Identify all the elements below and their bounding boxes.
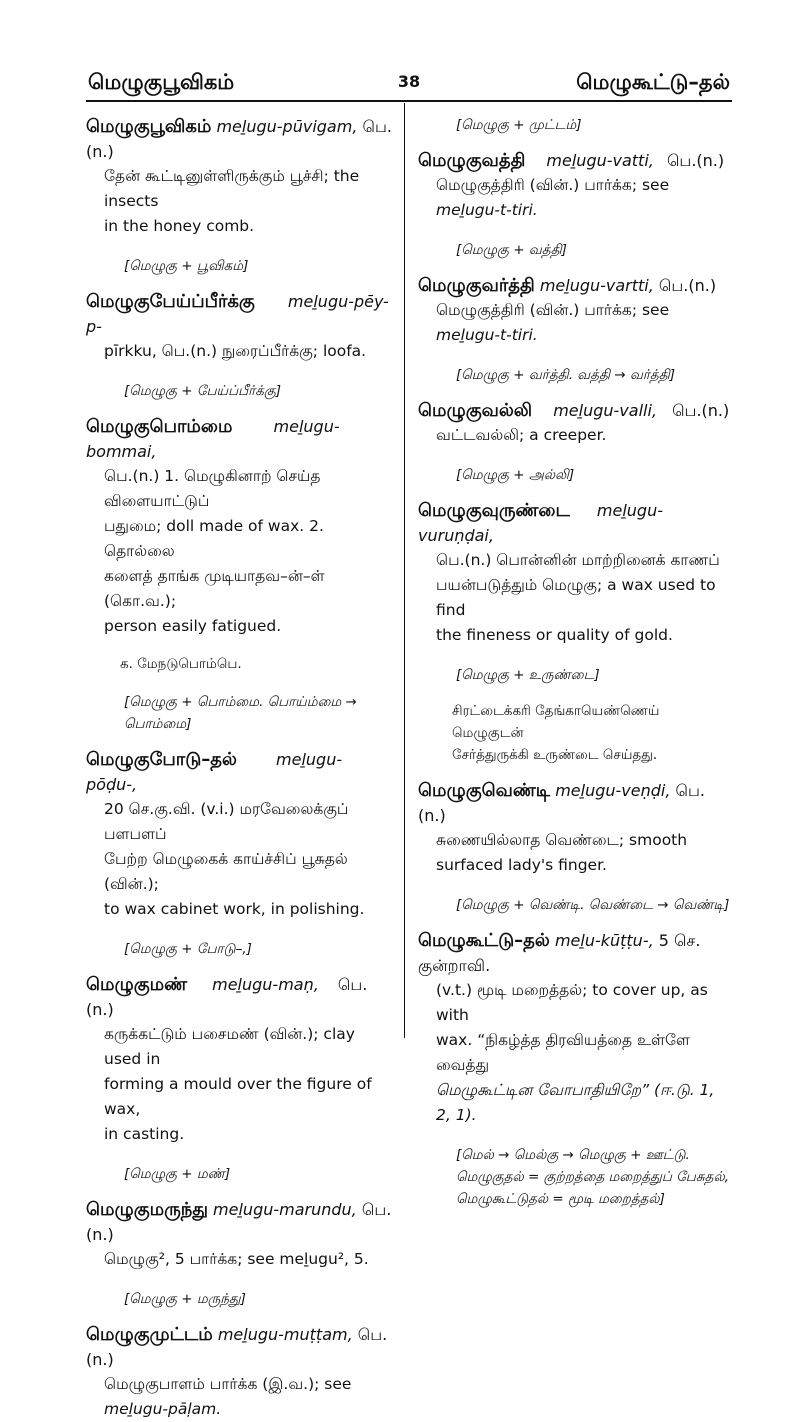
definition-line: person easily fatigued.: [104, 617, 282, 635]
definition-line: மெழுகூட்டின வோபாதியிறே” (ஈ.டு. 1, 2, 1).: [436, 1081, 715, 1124]
etymology: [மெல் → மெல்கு → மெழுகு + ஊட்டு.: [456, 1147, 690, 1163]
headword: மெழுகுவெண்டி: [418, 780, 551, 801]
definition-line: பயன்படுத்தும் மெழுகு; a wax used to find: [436, 576, 716, 619]
entry: [86, 1197, 392, 1310]
quotation: சேர்த்துருக்கி உருண்டை செய்தது.: [452, 747, 658, 763]
entry: [86, 289, 392, 402]
header-left-guideword: மெழுகுபூவிகம்: [88, 70, 235, 94]
etymology: [மெழுகு + அல்லி]: [456, 467, 575, 483]
definition-line: in casting.: [104, 1125, 185, 1143]
definition-line: மெழுகுபாளம் பார்க்க (இ.வ.); see: [104, 1375, 352, 1393]
part-of-speech: பெ.(n.): [672, 401, 730, 420]
entry: [418, 928, 730, 1210]
etymology: [மெழுகு + முட்டம்]: [456, 117, 582, 133]
entry: [86, 114, 392, 277]
headword: மெழுகுமுட்டம்: [86, 1324, 213, 1345]
page-header: [88, 70, 730, 98]
definition-line: மெழுகுத்திரி (வின்.) பார்க்க; see: [436, 301, 670, 319]
headword: மெழுகுமருந்து: [86, 1199, 208, 1220]
entry: [86, 1322, 392, 1422]
part-of-speech: பெ.(n.): [86, 975, 368, 1019]
part-of-speech: பெ.(n.): [418, 781, 705, 825]
transliteration: meḻugu-veṇḍi,: [555, 781, 671, 800]
etymology: [மெழுகு + வர்த்தி. வத்தி → வர்த்தி]: [456, 367, 676, 383]
etymology: [மெழுகு + வெண்டி. வெண்டை → வெண்டி]: [456, 897, 730, 913]
headword: மெழுகூட்டு–தல்: [418, 930, 550, 951]
transliteration: meḻugu-vartti,: [539, 276, 654, 295]
etymology: பொம்மை]: [124, 716, 192, 732]
column-divider: [404, 103, 405, 1038]
definition-line: meḻugu-t-tiri.: [436, 201, 538, 219]
definition-line: கருக்கட்டும் பசைமண் (வின்.); clay used in: [104, 1025, 355, 1068]
etymology: [மெழுகு + பேய்ப்பீர்க்கு]: [124, 383, 282, 399]
part-of-speech: பெ.(n.): [666, 151, 725, 170]
transliteration: meḻugu-maṇ,: [212, 975, 319, 994]
etymology: [மெழுகு + போடு–,]: [124, 941, 252, 957]
transliteration: meḻugu-pōḍu-,: [86, 750, 343, 794]
definition-line: பெ.(n.) 1. மெழுகினாற் செய்த விளையாட்டுப்: [104, 467, 321, 510]
definition-line: பதுமை; doll made of wax. 2. தொல்லை: [104, 517, 324, 560]
etymology: [மெழுகு + வத்தி]: [456, 242, 567, 258]
right-column: [418, 108, 730, 1222]
definition-line: meḻugu-t-tiri.: [436, 326, 538, 344]
definition-line: மெழுகுத்திரி (வின்.) பார்க்க; see: [436, 176, 670, 194]
header-right-guideword: மெழுகூட்டு–தல்: [576, 70, 730, 94]
header-rule: [86, 100, 732, 102]
definition-line: to wax cabinet work, in polishing.: [104, 900, 365, 918]
transliteration: meḻugu-pēy-p-: [86, 292, 389, 336]
left-column: [86, 108, 392, 1422]
definition-line: வட்டவல்லி; a creeper.: [436, 426, 607, 444]
headword: மெழுகுமண்: [86, 974, 188, 995]
part-of-speech: பெ.(n.): [86, 117, 392, 161]
entry: [418, 398, 730, 486]
headword: மெழுகுபேய்ப்பீர்க்கு: [86, 291, 255, 312]
part-of-speech: 5 செ. குன்றாவி.: [418, 931, 701, 975]
headword: மெழுகுபொம்மை: [86, 416, 233, 437]
transliteration: meḻugu-marundu,: [213, 1200, 357, 1219]
entry: [86, 747, 392, 960]
definition-line: surfaced lady's finger.: [436, 856, 607, 874]
entry: [418, 778, 730, 916]
definition-line: களைத் தாங்க முடியாதவ–ன்–ள் (கொ.வ.);: [104, 567, 325, 610]
definition-line: மெழுகு², 5 பார்க்க; see meḻugu², 5.: [104, 1250, 369, 1268]
etymology: மெழுகுதல் = குற்றத்தை மறைத்துப் பேசுதல்,: [456, 1169, 729, 1185]
transliteration: meḻugu-pūvigam,: [216, 117, 358, 136]
transliteration: meḻugu-vuruṇḍai,: [418, 501, 663, 545]
transliteration: meḻugu-bommai,: [86, 417, 340, 461]
cognate-note: க. மேநடுபொம்பெ.: [120, 656, 242, 672]
entry: [86, 972, 392, 1185]
etymology: [மெழுகு + பூவிகம்]: [124, 258, 249, 274]
etymology: மெழுகூட்டுதல் = மூடி மறைத்தல்]: [456, 1191, 665, 1207]
part-of-speech: பெ.(n.): [86, 1200, 392, 1244]
headword: மெழுகுபோடு–தல்: [86, 749, 237, 770]
definition-line: (v.t.) மூடி மறைத்தல்; to cover up, as with: [436, 981, 708, 1024]
definition-line: தேன் கூட்டினுள்ளிருக்கும் பூச்சி; the insects: [104, 167, 360, 210]
headword: மெழுகுபூவிகம்: [86, 116, 212, 137]
definition-line: pīrkku, பெ.(n.) நுரைப்பீர்க்கு; loofa.: [104, 342, 367, 360]
etymology: [மெழுகு + மண்]: [124, 1166, 231, 1182]
entry: [418, 148, 730, 261]
definition-line: meḻugu-pāḷam.: [104, 1400, 222, 1418]
definition-line: 20 செ.கு.வி. (v.i.) மரவேலைக்குப் பளபளப்: [104, 800, 349, 843]
part-of-speech: பெ.(n.): [658, 276, 717, 295]
definition-line: in the honey comb.: [104, 217, 255, 235]
entry: [86, 414, 392, 735]
etymology: [மெழுகு + மருந்து]: [124, 1291, 246, 1307]
definition-line: the fineness or quality of gold.: [436, 626, 673, 644]
headword: மெழுகுவுருண்டை: [418, 500, 570, 521]
etymology: [மெழுகு + உருண்டை]: [456, 667, 600, 683]
headword: மெழுகுவத்தி: [418, 150, 526, 171]
definition-line: பேற்ற மெழுகைக் காய்ச்சிப் பூசுதல் (வின்.);: [104, 850, 348, 893]
entry: [418, 273, 730, 386]
definition-line: பெ.(n.) பொன்னின் மாற்றினைக் காணப்: [436, 551, 720, 569]
page-number: 38: [397, 72, 421, 91]
etymology: [மெழுகு + பொம்மை. பொய்ம்மை →: [124, 694, 357, 710]
transliteration: meḻugu-muṭṭam,: [217, 1325, 353, 1344]
transliteration: meḻugu-vatti,: [546, 151, 654, 170]
definition-line: wax. “நிகழ்த்த திரவியத்தை உள்ளே வைத்து: [436, 1031, 691, 1074]
definition-line: forming a mould over the figure of wax,: [104, 1075, 372, 1118]
transliteration: meḻugu-valli,: [553, 401, 657, 420]
headword: மெழுகுவர்த்தி: [418, 275, 535, 296]
part-of-speech: பெ.(n.): [86, 1325, 388, 1369]
quotation: சிரட்டைக்கரி தேங்காயெண்ணெய் மெழுகுடன்: [452, 703, 660, 741]
transliteration: meḻu-kūṭṭu-,: [554, 931, 654, 950]
entry: [418, 498, 730, 766]
headword: மெழுகுவல்லி: [418, 400, 533, 421]
definition-line: சுணையில்லாத வெண்டை; smooth: [436, 831, 688, 849]
